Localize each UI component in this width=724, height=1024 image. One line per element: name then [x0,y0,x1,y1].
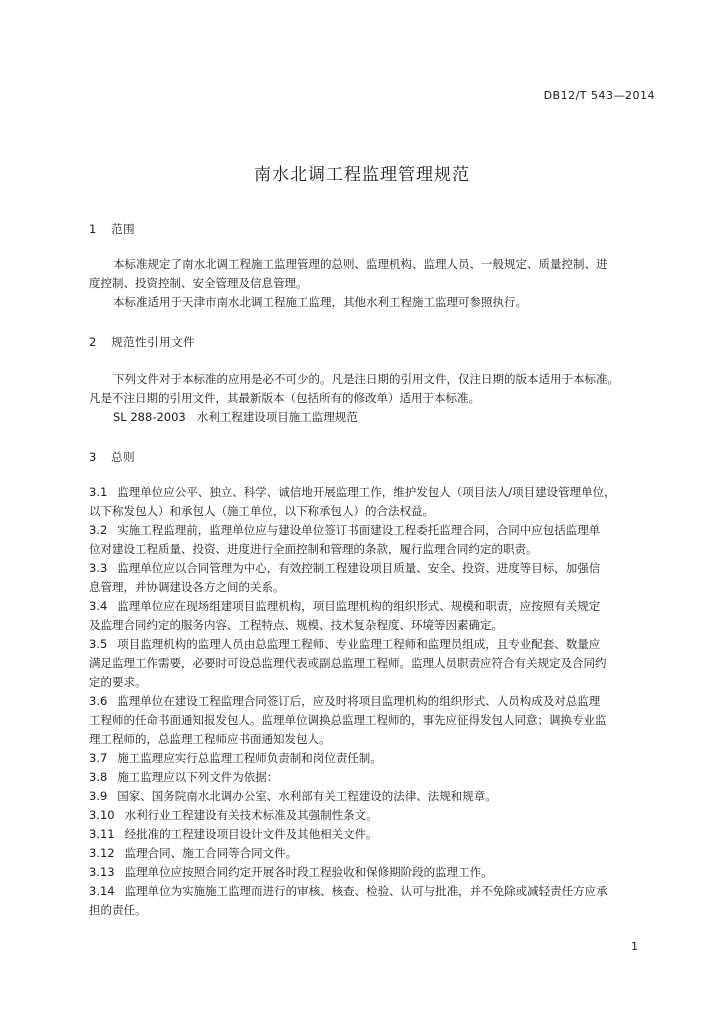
clause-text: 实施工程监理前，监理单位应与建设单位签订书面建设工程委托监理合同，合同中应包括监理单 [117,523,601,537]
section-title: 规范性引用文件 [111,335,196,349]
clause-text: 监理单位为实施施工监理而进行的审核、核查、检验、认可与批准，并不免除或减轻责任方应承 [124,884,608,898]
clause-number: 3.12 [89,846,115,860]
clause-text: 监理单位在建设工程监理合同签订后，应及时将项目监理机构的组织形式、人员构成及对总监理 [117,694,601,708]
section-heading-general [89,449,135,465]
clause-text: 监理单位应在现场组建项目监理机构，项目监理机构的组织形式、规模和职责，应按照有关规定 [117,599,601,613]
clause-text: 项目监理机构的监理人员由总监理工程师、专业监理工程师和监理员组成，且专业配套、数量应 [117,637,601,651]
clause-number: 3.5 [89,637,108,651]
clause-3-9 [89,787,661,806]
clause-text: 监理合同、施工合同等合同文件。 [124,846,298,860]
section-number: 1 [89,222,97,236]
clause-text: 经批准的工程建设项目设计文件及其他相关文件。 [124,827,378,841]
clause-text: 定的要求。 [89,675,147,689]
clause-text: 满足监理工作需要，必要时可设总监理代表或副总监理工程师。监理人员职责应符合有关规定及合同约 [89,656,607,670]
clause-3-11 [89,825,661,844]
paragraph-line: 凡是不注日期的引用文件，其最新版本（包括所有的修改单）适用于本标准。 [89,391,480,405]
paragraph-line: 本标准规定了南水北调工程施工监理管理的总则、监理机构、监理人员、一般规定、质量控制、进 [113,257,608,271]
clause-text: 担的责任。 [89,903,147,917]
clause-number: 3.2 [89,523,108,537]
document-title: 南水北调工程监理管理规范 [254,165,470,185]
clause-text: 监理单位应按照合同约定开展各时段工程验收和保修期阶段的监理工作。 [124,865,493,879]
clause-3-12 [89,844,661,863]
clause-number: 3.8 [89,770,108,784]
clause-3-6 [89,692,661,749]
clause-text: 息管理，并协调建设各方之间的关系。 [89,580,285,594]
page-number: 1 [631,940,638,953]
clause-number: 3.13 [89,865,115,879]
section-number: 2 [89,335,97,349]
clause-text: 及监理合同约定的服务内容、工程特点、规模、技术复杂程度、环境等因素确定。 [89,618,503,632]
clause-text: 监理单位应公平、独立、科学、诚信地开展监理工作，维护发包人（项目法人/项目建设管理单位， [117,485,616,499]
section-number: 3 [89,450,97,464]
reference-entry: SL 288-2003 水利工程建设项目施工监理规范 [113,410,358,424]
clause-text: 工程师的任命书面通知报发包人。监理单位调换总监理工程师的，事先应征得发包人同意；调换专业监 [89,713,607,727]
clause-3-3 [89,559,661,597]
clause-number: 3.3 [89,561,108,575]
paragraph-line: 下列文件对于本标准的应用是必不可少的。凡是注日期的引用文件，仅注日期的版本适用于本标准。 [113,372,619,386]
clause-3-5 [89,635,661,692]
clause-number: 3.1 [89,485,108,499]
clause-text: 监理单位应以合同管理为中心，有效控制工程建设项目质量、安全、投资、进度等目标，加强信 [117,561,601,575]
clause-text: 施工监理应实行总监理工程师负责制和岗位责任制。 [117,751,382,765]
section-title: 总则 [111,450,136,464]
clause-3-10 [89,806,661,825]
clause-text: 水利行业工程建设有关技术标准及其强制性条文。 [124,808,378,822]
paragraph-line: 度控制、投资控制、安全管理及信息管理。 [89,276,308,290]
clause-text: 理工程师的，总监理工程师应书面通知发包人。 [89,732,331,746]
section-heading-scope [89,221,135,237]
standard-code: DB12/T 543—2014 [543,89,655,102]
clause-number: 3.4 [89,599,108,613]
clause-number: 3.10 [89,808,115,822]
clause-3-1 [89,483,661,521]
paragraph-line: 本标准适用于天津市南水北调工程施工监理，其他水利工程施工监理可参照执行。 [113,295,527,309]
clause-number: 3.11 [89,827,115,841]
clause-3-8 [89,768,661,787]
clause-text: 位对建设工程质量、投资、进度进行全面控制和管理的条款，履行监理合同约定的职责。 [89,542,538,556]
clause-number: 3.14 [89,884,115,898]
section-title: 范围 [111,222,136,236]
clause-number: 3.7 [89,751,108,765]
clause-text: 国家、国务院南水北调办公室、水利部有关工程建设的法律、法规和规章。 [117,789,497,803]
clause-number: 3.6 [89,694,108,708]
clause-text: 施工监理应以下列文件为依据： [117,770,279,784]
clause-3-13 [89,863,661,882]
clause-3-2 [89,521,661,559]
clause-number: 3.9 [89,789,108,803]
section-heading-refs [89,334,195,350]
clause-3-14 [89,882,661,920]
clause-3-7 [89,749,661,768]
clause-text: 以下称发包人）和承包人（施工单位，以下称承包人）的合法权益。 [89,504,434,518]
clause-3-4 [89,597,661,635]
